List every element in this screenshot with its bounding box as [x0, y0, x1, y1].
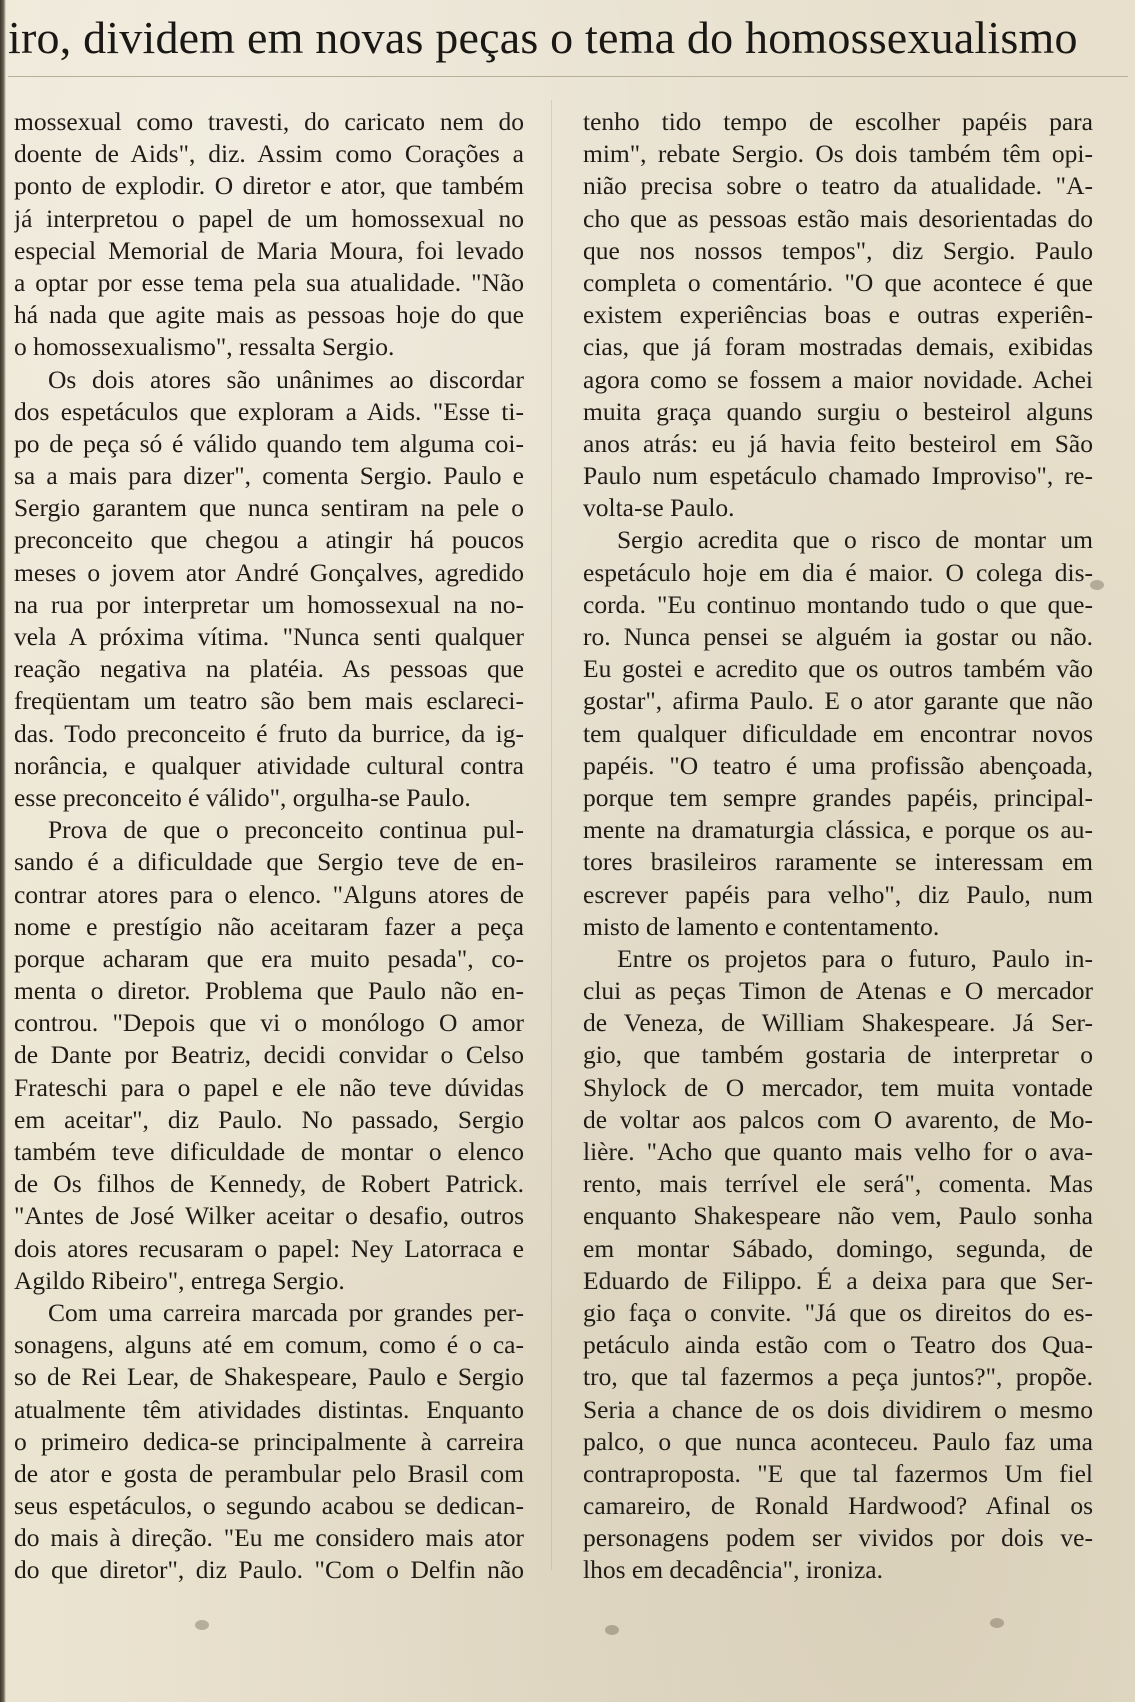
article-line: ro. Nunca pensei se alguém ia gostar ou não. [583, 622, 1093, 651]
article-line: doente de Aids", diz. Assim como Corações a [14, 139, 524, 169]
article-line: de Dante por Beatriz, decidi convidar o Celso [14, 1040, 524, 1070]
article-line: misto de lamento e contentamento. [583, 911, 940, 941]
article-line: corda. "Eu continuo montando tudo o que que- [583, 589, 1093, 619]
article-line: de Veneza, de William Shakespeare. Já Ser- [583, 1008, 1093, 1038]
article-line: vela A próxima vítima. "Nunca senti qualquer [14, 622, 524, 651]
article-line: o homossexualismo", ressalta Sergio. [14, 332, 395, 362]
article-line: Seria a chance de os dois dividirem o mesmo [583, 1394, 1093, 1424]
article-line: nome e prestígio não aceitaram fazer a peça [14, 911, 524, 941]
article-line: em montar Sábado, domingo, segunda, de [583, 1233, 1093, 1263]
article-line: dois atores recusaram o papel: Ney Latorraca e [14, 1233, 524, 1263]
article-line: lière. "Acho que quanto mais velho for o ava- [583, 1137, 1093, 1166]
article-line: de Os filhos de Kennedy, de Robert Patrick. [14, 1169, 524, 1199]
article-column-left [14, 106, 524, 1587]
article-line: tenho tido tempo de escolher papéis para [583, 107, 1093, 136]
article-line: palco, o que nunca aconteceu. Paulo faz uma [583, 1426, 1093, 1456]
article-line: lhos em decadência", ironiza. [583, 1555, 883, 1585]
article-line: escrever papéis para velho", diz Paulo, num [583, 879, 1093, 909]
article-line: papéis. "O teatro é uma profissão abençoada, [583, 750, 1093, 780]
paper-stain [605, 1625, 619, 1635]
article-line: enquanto Shakespeare não vem, Paulo sonha [583, 1201, 1093, 1231]
article-line: porque tem sempre grandes papéis, principal- [583, 782, 1093, 812]
headline: iro, dividem em novas peças o tema do homossexualismo [8, 12, 1078, 63]
article-line: de voltar aos palcos com O avarento, de Mo- [583, 1104, 1093, 1134]
article-line: Shylock de O mercador, tem muita vontade [583, 1072, 1093, 1102]
article-line: gio, que também gostaria de interpretar o [583, 1040, 1093, 1070]
article-line: anos atrás: eu já havia feito besteirol em São [583, 428, 1093, 458]
article-line: do que diretor", diz Paulo. "Com o Delfin não [14, 1555, 524, 1585]
article-line: norância, e qualquer atividade cultural contra [14, 750, 524, 780]
article-line: na rua por interpretar um homossexual na no- [14, 589, 524, 619]
article-line: rento, mais terrível ele será", comenta. Mas [583, 1169, 1093, 1199]
article-line: gostar", afirma Paulo. E o ator garante que não [583, 686, 1093, 716]
article-line: personagens podem ser vividos por dois ve- [583, 1523, 1093, 1553]
article-line: so de Rei Lear, de Shakespeare, Paulo e Sergio [14, 1362, 524, 1392]
article-line: tores brasileiros raramente se interessam em [583, 847, 1093, 877]
article-line: agora como se fossem a maior novidade. Achei [583, 364, 1093, 394]
article-line: sando é a dificuldade que Sergio teve de en- [14, 847, 524, 877]
article-line: Frateschi para o papel e ele não teve dúvidas [14, 1072, 524, 1102]
article-line: a optar por esse tema pela sua atualidade. "Não [14, 267, 524, 297]
article-line: controu. "Depois que vi o monólogo O amor [14, 1008, 524, 1038]
article-line: existem experiências boas e outras experiên- [583, 300, 1093, 330]
article-line: mim", rebate Sergio. Os dois também têm opi- [583, 139, 1093, 169]
column-gutter [551, 100, 552, 1570]
article-line: "Antes de José Wilker aceitar o desafio, outros [14, 1201, 524, 1231]
article-line: Os dois atores são unânimes ao discordar [48, 364, 524, 394]
article-line: Eu gostei e acredito que os outros também vão [583, 654, 1093, 684]
article-line: sonagens, alguns até em comum, como é o ca- [14, 1330, 524, 1360]
article-line: tro, que tal fazermos a peça juntos?", propõe. [583, 1362, 1093, 1392]
article-line: camareiro, de Ronald Hardwood? Afinal os [583, 1491, 1093, 1521]
article-line: espetáculo hoje em dia é maior. O colega dis- [583, 557, 1093, 587]
article-line: meses o jovem ator André Gonçalves, agredido [14, 557, 524, 587]
article-line: reação negativa na platéia. As pessoas que [14, 654, 524, 684]
article-line: nião precisa sobre o teatro da atualidade. "A- [583, 171, 1093, 201]
article-line: Entre os projetos para o futuro, Paulo in- [617, 943, 1093, 973]
torn-left-edge [0, 0, 6, 1702]
article-line: Paulo num espetáculo chamado Improviso", re- [583, 461, 1093, 491]
article-line: do mais à direção. "Eu me considero mais ator [14, 1523, 524, 1553]
article-line: cias, que já foram mostradas demais, exibidas [583, 332, 1093, 362]
article-line: o primeiro dedica-se principalmente à carreira [14, 1426, 524, 1456]
article-line: atualmente têm atividades distintas. Enquanto [14, 1394, 524, 1424]
article-line: Eduardo de Filippo. É a deixa para que Ser- [583, 1265, 1093, 1295]
article-line: contraproposta. "E que tal fazermos Um fiel [583, 1458, 1093, 1488]
article-line: ponto de explodir. O diretor e ator, que também [14, 171, 524, 201]
paper-stain [990, 1618, 1004, 1628]
article-line: preconceito que chegou a atingir há poucos [14, 525, 524, 555]
article-line: gio faça o convite. "Já que os direitos do es- [583, 1297, 1093, 1327]
article-line: também teve dificuldade de montar o elenco [14, 1137, 524, 1166]
article-line: tem qualquer dificuldade em encontrar novos [583, 718, 1093, 748]
article-line: clui as peças Timon de Atenas e O mercador [583, 976, 1093, 1006]
article-line: mossexual como travesti, do caricato nem do [14, 107, 524, 136]
paper-stain [1090, 580, 1104, 590]
article-line: das. Todo preconceito é fruto da burrice, da ig- [14, 718, 524, 748]
article-column-right [583, 106, 1093, 1587]
article-line: esse preconceito é válido", orgulha-se Paulo. [14, 782, 471, 812]
article-line: freqüentam um teatro são bem mais esclareci- [14, 686, 524, 716]
article-line: Sergio acredita que o risco de montar um [617, 525, 1093, 555]
article-line: que nos nossos tempos", diz Sergio. Paulo [583, 235, 1093, 265]
headline-rule [8, 76, 1128, 77]
article-line: porque acharam que era muito pesada", co- [14, 943, 524, 973]
article-line: completa o comentário. "O que acontece é que [583, 267, 1093, 297]
article-line: dos espetáculos que exploram a Aids. "Esse ti- [14, 396, 524, 426]
article-line: sa a mais para dizer", comenta Sergio. Paulo e [14, 461, 524, 491]
article-line: po de peça só é válido quando tem alguma coi- [14, 428, 524, 458]
article-line: Prova de que o preconceito continua pul- [48, 815, 524, 845]
article-line: Sergio garantem que nunca sentiram na pele o [14, 493, 524, 523]
article-line: em aceitar", diz Paulo. No passado, Sergio [14, 1104, 524, 1134]
article-line: seus espetáculos, o segundo acabou se dedican- [14, 1491, 524, 1521]
article-line: cho que as pessoas estão mais desorientadas do [583, 203, 1093, 233]
article-line: petáculo ainda estão com o Teatro dos Qua- [583, 1330, 1093, 1360]
article-line: de ator e gosta de perambular pelo Brasil com [14, 1458, 524, 1488]
article-line: volta-se Paulo. [583, 493, 735, 523]
article-line: Com uma carreira marcada por grandes per- [48, 1297, 524, 1327]
article-line: já interpretou o papel de um homossexual no [14, 203, 524, 233]
paper-stain [195, 1620, 209, 1630]
article-line: especial Memorial de Maria Moura, foi levado [14, 235, 524, 265]
article-line: contrar atores para o elenco. "Alguns atores de [14, 879, 524, 909]
article-line: há nada que agite mais as pessoas hoje do que [14, 300, 524, 330]
article-line: menta o diretor. Problema que Paulo não en- [14, 976, 524, 1006]
article-line: mente na dramaturgia clássica, e porque os au- [583, 815, 1093, 845]
article-line: Agildo Ribeiro", entrega Sergio. [14, 1265, 345, 1295]
article-line: muita graça quando surgiu o besteirol alguns [583, 396, 1093, 426]
